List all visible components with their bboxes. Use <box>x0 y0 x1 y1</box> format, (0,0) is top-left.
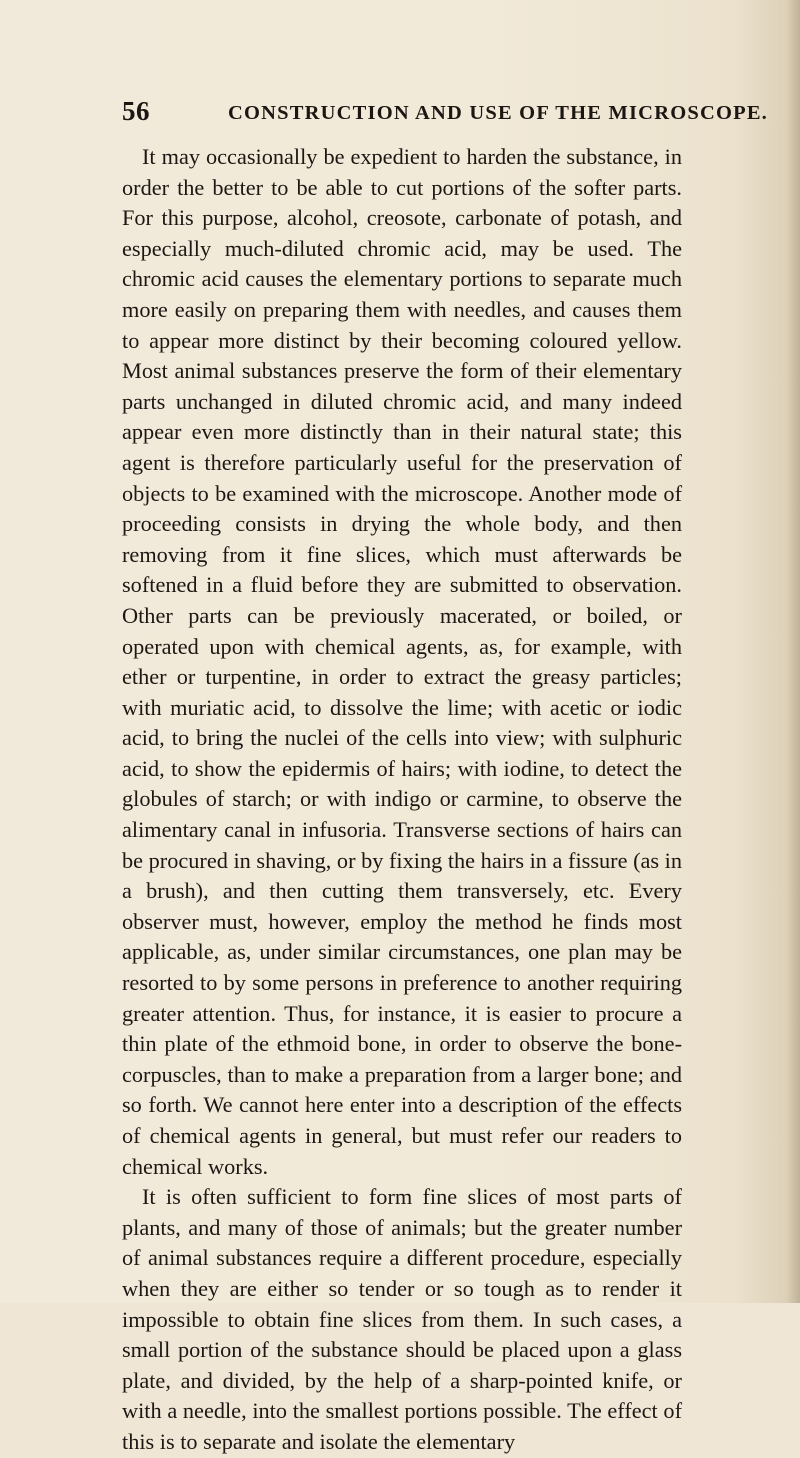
body-text <box>122 142 682 1458</box>
paragraph-1: It may occasionally be expedient to harden the substance, in order the better to be able to cut portions of the softer parts. For this purpose, alcohol, creosote, carbonate of potash, and especially much-diluted chromic acid, may be used. The chromic acid causes the elementary portions to separate much more easily on preparing them with needles, and causes them to appear more distinct by their becoming coloured yellow. Most animal substances preserve the form of their elementary parts unchanged in diluted chromic acid, and many indeed appear even more distinctly than in their natural state; this agent is therefore particularly useful for the preservation of objects to be examined with the microscope. Another mode of proceeding consists in drying the whole body, and then removing from it fine slices, which must afterwards be softened in a fluid before they are submitted to observation. Other parts can be previously macerated, or boiled, or operated upon with chemical agents, as, for example, with ether or turpentine, in order to extract the greasy particles; with muriatic acid, to dissolve the lime; with acetic or iodic acid, to bring the nuclei of the cells into view; with sulphuric acid, to show the epidermis of hairs; with iodine, to detect the globules of starch; or with indigo or carmine, to observe the alimentary canal in infusoria. Transverse sections of hairs can be procured in shaving, or by fixing the hairs in a fissure (as in a brush), and then cutting them transversely, etc. Every observer must, however, employ the method he finds most applicable, as, under similar circumstances, one plan may be resorted to by some persons in preference to another requiring greater attention. Thus, for instance, it is easier to procure a thin plate of the ethmoid bone, in order to observe the bone-corpuscles, than to make a preparation from a larger bone; and so forth. We cannot here enter into a description of the effects of chemical agents in general, but must refer our readers to chemical works. <box>122 144 682 1179</box>
running-head <box>0 96 800 136</box>
page-edge-shadow <box>786 0 800 1303</box>
running-title: CONSTRUCTION AND USE OF THE MICROSCOPE. <box>228 102 769 124</box>
page-number: 56 <box>122 96 150 126</box>
paragraph-2: It is often sufficient to form fine slices of most parts of plants, and many of those of animals; but the greater number of animal substances require a different procedure, especially when they are either so tender or so tough as to render it impossible to obtain fine slices from them. In such cases, a small portion of the substance should be placed upon a glass plate, and divided, by the help of a sharp-pointed knife, or with a needle, into the smallest portions possible. The effect of this is to separate and isolate the elementary <box>122 1184 682 1454</box>
